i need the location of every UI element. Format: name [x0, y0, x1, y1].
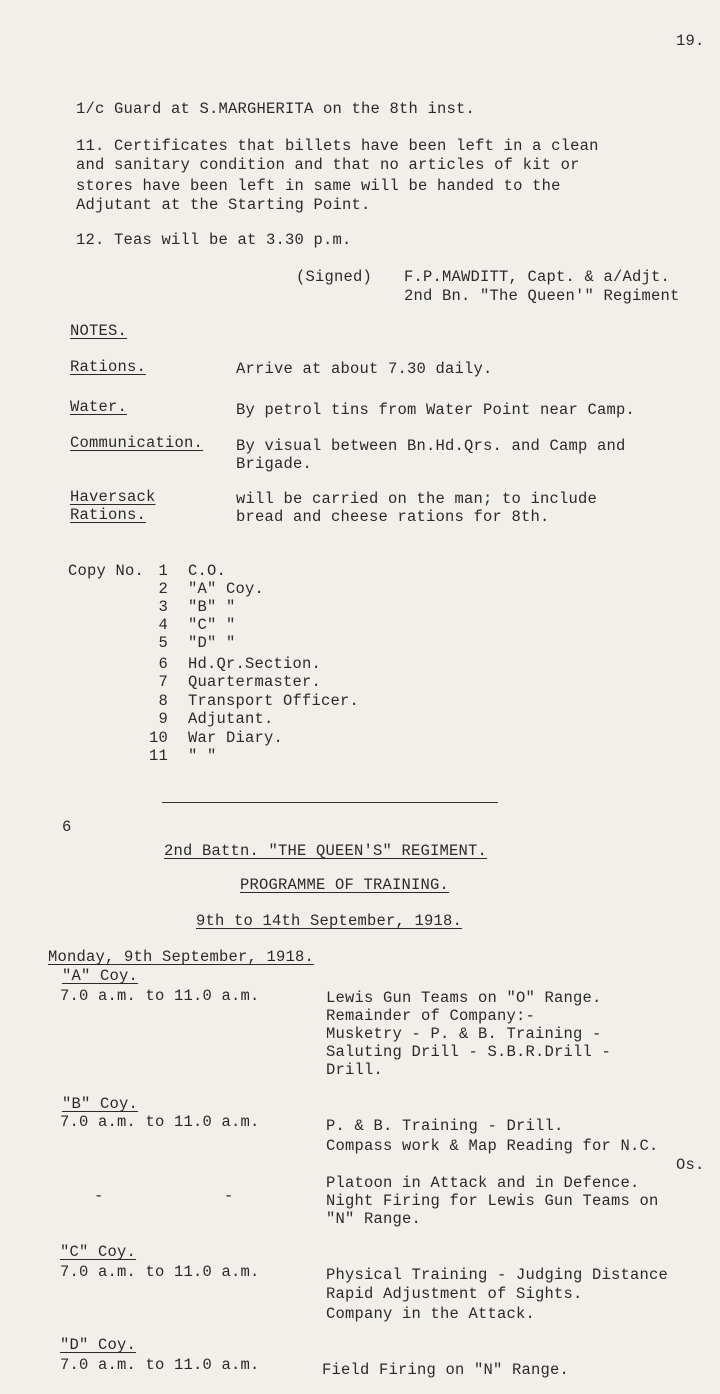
note-text: Brigade. — [236, 455, 313, 473]
copy-recipient: " " — [188, 747, 217, 765]
activity-line: Drill. — [326, 1061, 384, 1079]
activity-line: Platoon in Attack and in Defence. — [326, 1174, 640, 1192]
note-term: Rations. — [70, 358, 147, 376]
copy-number: 1 — [158, 562, 168, 580]
company-time: 7.0 a.m. to 11.0 a.m. — [60, 987, 260, 1005]
copy-number: 11 — [148, 747, 168, 765]
company-name: "A" Coy. — [62, 967, 139, 985]
company-time: 7.0 a.m. to 11.0 a.m. — [60, 1113, 260, 1131]
activity-line: Os. — [676, 1156, 705, 1174]
copy-recipient: Quartermaster. — [188, 673, 322, 691]
activity-line: "N" Range. — [326, 1210, 422, 1228]
activity-line: Physical Training - Judging Distance — [326, 1266, 669, 1284]
activity-line: Remainder of Company:- — [326, 1007, 536, 1025]
company-name: "C" Coy. — [60, 1243, 137, 1261]
copy-number: 5 — [158, 634, 168, 652]
text-line: 12. Teas will be at 3.30 p.m. — [76, 231, 352, 249]
page-number: 19. — [676, 32, 705, 50]
text-line: 11. Certificates that billets have been left in a clean — [76, 137, 599, 155]
copy-number: 10 — [148, 729, 168, 747]
copy-number: 9 — [158, 710, 168, 728]
company-time: 7.0 a.m. to 11.0 a.m. — [60, 1263, 260, 1281]
note-term: Haversack — [70, 488, 156, 506]
copy-recipient: Transport Officer. — [188, 692, 360, 710]
activity-line: Rapid Adjustment of Sights. — [326, 1285, 583, 1303]
copy-recipient: "C" " — [188, 616, 236, 634]
note-text: bread and cheese rations for 8th. — [236, 508, 550, 526]
note-text: By petrol tins from Water Point near Camp. — [236, 401, 636, 419]
activity-line: Company in the Attack. — [326, 1305, 536, 1323]
notes-heading: NOTES. — [70, 322, 128, 340]
section-divider — [162, 802, 498, 803]
day-heading: Monday, 9th September, 1918. — [48, 948, 315, 966]
activity-line: Night Firing for Lewis Gun Teams on — [326, 1192, 659, 1210]
text-line: stores have been left in same will be handed to the — [76, 177, 561, 195]
copy-number: 4 — [158, 616, 168, 634]
programme-subtitle: PROGRAMME OF TRAINING. — [240, 876, 450, 894]
activity-line: P. & B. Training - Drill. — [326, 1117, 564, 1135]
section-number: 6 — [62, 818, 72, 836]
copy-number: 6 — [158, 655, 168, 673]
company-name: "D" Coy. — [60, 1336, 137, 1354]
copy-number: 2 — [158, 580, 168, 598]
dash-mark: - — [94, 1187, 104, 1205]
note-text: By visual between Bn.Hd.Qrs. and Camp and — [236, 437, 626, 455]
signature-label: (Signed) — [296, 268, 373, 286]
copy-number: 7 — [158, 673, 168, 691]
activity-line: Lewis Gun Teams on "O" Range. — [326, 989, 602, 1007]
copy-recipient: War Diary. — [188, 729, 284, 747]
company-time: 7.0 a.m. to 11.0 a.m. — [60, 1356, 260, 1374]
signature-line: F.P.MAWDITT, Capt. & a/Adjt. — [404, 268, 671, 286]
activity-line: Compass work & Map Reading for N.C. — [326, 1137, 659, 1155]
note-term: Water. — [70, 398, 128, 416]
copy-recipient: "A" Coy. — [188, 580, 265, 598]
note-text: Arrive at about 7.30 daily. — [236, 360, 493, 378]
note-term: Communication. — [70, 434, 204, 452]
programme-title: 2nd Battn. "THE QUEEN'S" REGIMENT. — [164, 842, 488, 860]
activity-line: Saluting Drill - S.B.R.Drill - — [326, 1043, 612, 1061]
dash-mark: - — [224, 1187, 234, 1205]
copy-label: Copy No. — [68, 562, 145, 580]
copy-recipient: "D" " — [188, 634, 236, 652]
copy-recipient: Hd.Qr.Section. — [188, 655, 322, 673]
text-line: Adjutant at the Starting Point. — [76, 196, 371, 214]
copy-number: 8 — [158, 692, 168, 710]
copy-number: 3 — [158, 598, 168, 616]
programme-dates: 9th to 14th September, 1918. — [196, 912, 463, 930]
company-name: "B" Coy. — [62, 1095, 139, 1113]
text-line: and sanitary condition and that no articles of kit or — [76, 156, 580, 174]
activity-line: Field Firing on "N" Range. — [322, 1361, 570, 1379]
copy-recipient: C.O. — [188, 562, 227, 580]
signature-line: 2nd Bn. "The Queen'" Regiment — [404, 287, 680, 305]
activity-line: Musketry - P. & B. Training - — [326, 1025, 602, 1043]
text-line: 1/c Guard at S.MARGHERITA on the 8th inst. — [76, 100, 476, 118]
copy-recipient: "B" " — [188, 598, 236, 616]
note-term: Rations. — [70, 506, 147, 524]
note-text: will be carried on the man; to include — [236, 490, 598, 508]
copy-recipient: Adjutant. — [188, 710, 274, 728]
